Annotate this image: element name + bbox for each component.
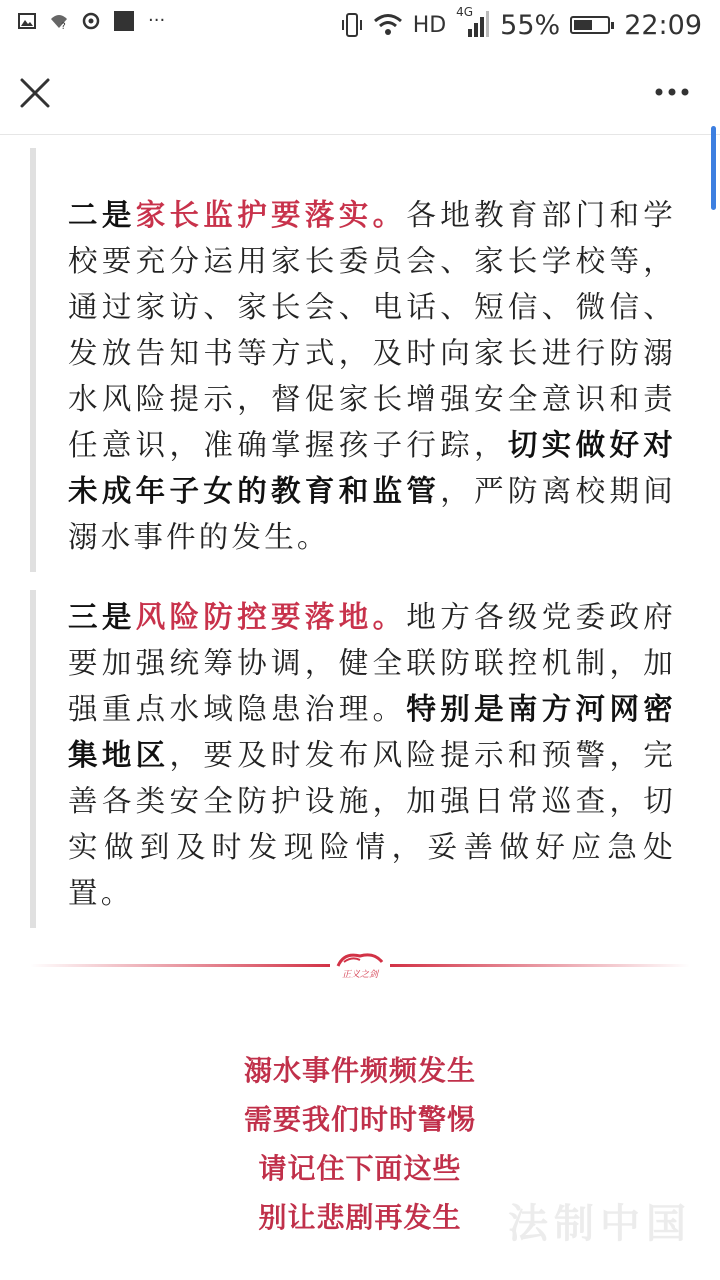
section-divider bbox=[30, 950, 690, 980]
divider-line-left bbox=[30, 964, 330, 967]
vibrate-icon bbox=[341, 12, 363, 38]
battery-level-fill bbox=[574, 20, 592, 30]
status-notification-icons bbox=[18, 10, 165, 31]
section-text-end: ，严防离校期间溺水事件的发生。 bbox=[68, 474, 676, 554]
battery-icon bbox=[570, 16, 610, 34]
closing-line-3: 请记住下面这些 bbox=[258, 1152, 462, 1185]
signal-bars-icon bbox=[456, 11, 490, 39]
article-section-risk-control bbox=[30, 590, 676, 928]
section-lead: 三是 bbox=[68, 600, 136, 634]
article-section-parental-supervision bbox=[30, 148, 676, 572]
status-bar bbox=[0, 0, 720, 50]
gallery-icon bbox=[18, 12, 36, 30]
network-type-label: HD bbox=[412, 12, 447, 38]
sword-logo-icon bbox=[330, 950, 390, 980]
signal-type-label: 4G bbox=[456, 5, 474, 19]
battery-percent: 55% bbox=[500, 9, 561, 41]
closing-line-1: 溺水事件频频发生 bbox=[243, 1054, 476, 1087]
section-bold-text: 切实做好对未成年子女的教育和监管 bbox=[68, 428, 676, 508]
section-text: 地方各级党委政府要加强统筹协调，健全联防联控机制，加强重点水域隐患治理。 bbox=[68, 600, 676, 726]
divider-logo-text: 正义之剑 bbox=[341, 970, 379, 980]
divider-line-right bbox=[390, 964, 690, 967]
wifi-question-icon bbox=[50, 12, 68, 30]
section-paragraph bbox=[68, 192, 676, 560]
app-square-icon bbox=[114, 11, 134, 31]
section-text-end: ，要及时发布风险提示和预警，完善各类安全防护设施，加强日常巡查，切实做到及时发现险情，妥善做好应急处置。 bbox=[68, 738, 676, 910]
section-lead: 二是 bbox=[68, 198, 136, 232]
svg-text:?: ? bbox=[61, 21, 66, 30]
sync-alert-icon bbox=[82, 12, 100, 30]
closing-line-4: 别让悲剧再发生 bbox=[258, 1201, 462, 1234]
scroll-indicator[interactable] bbox=[711, 126, 716, 210]
closing-line-2: 需要我们时时警惕 bbox=[243, 1103, 476, 1136]
section-highlight: 风险防控要落地。 bbox=[135, 600, 407, 634]
clock: 22:09 bbox=[624, 9, 702, 41]
section-bold-text: 特别是南方河网密集地区 bbox=[68, 692, 676, 772]
nav-bar bbox=[0, 50, 720, 135]
more-notifications-indicator: ··· bbox=[148, 10, 166, 31]
close-icon[interactable] bbox=[18, 76, 52, 110]
more-horizontal-icon[interactable] bbox=[654, 86, 690, 98]
section-highlight: 家长监护要落实。 bbox=[135, 198, 407, 232]
section-text: 各地教育部门和学校要充分运用家长委员会、家长学校等，通过家访、家长会、电话、短信、微信、发放告知书等方式，及时向家长进行防溺水风险提示，督促家长增强安全意识和责任意识，准确掌握孩子行踪， bbox=[68, 198, 676, 462]
status-system-icons bbox=[341, 4, 702, 46]
watermark: 法制中国 bbox=[508, 1201, 692, 1247]
section-paragraph bbox=[68, 594, 676, 916]
wifi-icon bbox=[373, 13, 403, 37]
cell-signal bbox=[456, 5, 490, 39]
